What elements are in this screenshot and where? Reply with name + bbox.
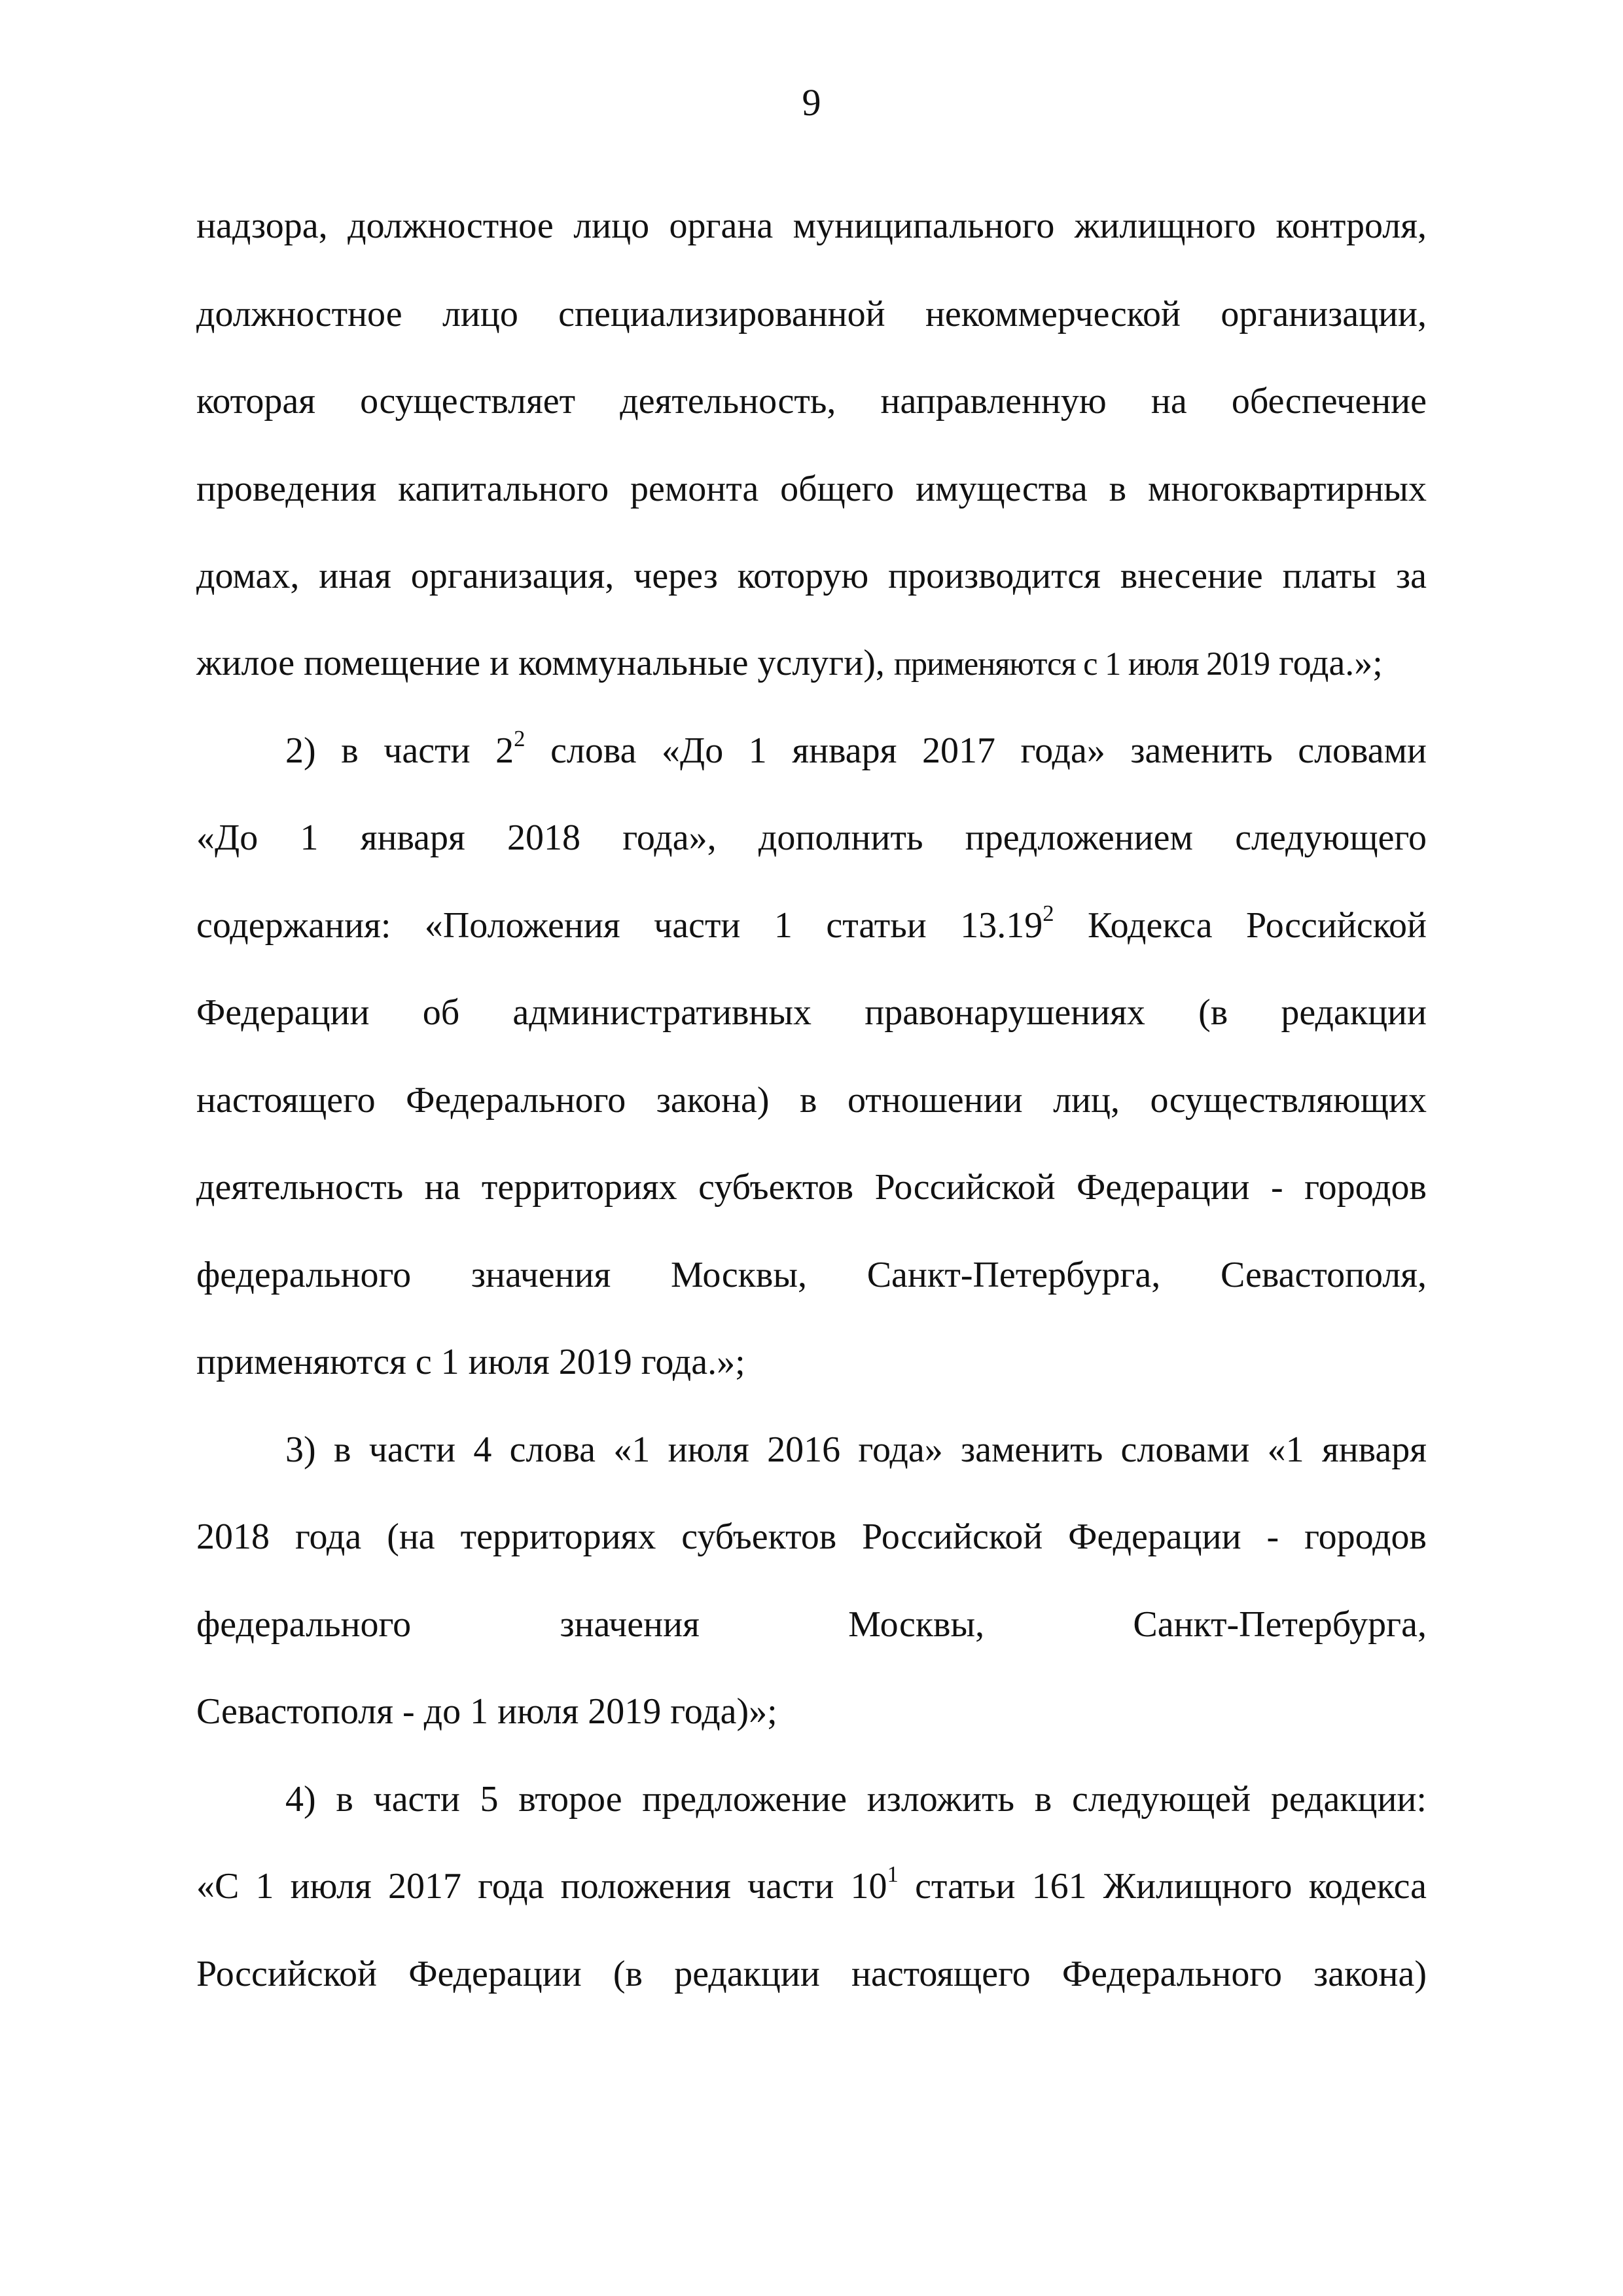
text-segment: содержания: «Положения части 1 статьи 13.19: [196, 905, 1043, 946]
text-line: Федерации об административных правонарушениях (в редакции: [196, 992, 1427, 1033]
text-segment: Кодекса Российской: [1054, 905, 1427, 946]
text-line: проведения капитального ремонта общего имущества в многоквартирных: [196, 469, 1427, 509]
text-line: Севастополя - до 1 июля 2019 года)»;: [196, 1691, 777, 1732]
text-line: 4) в части 5 второе предложение изложить в следующей редакции:: [285, 1779, 1427, 1820]
text-line: федерального значения Москвы, Санкт-Петербурга, Севастополя,: [196, 1255, 1427, 1295]
text-segment: слова «До 1 января 2017 года» заменить словами: [525, 730, 1427, 771]
text-line: 2018 года (на территориях субъектов Российской Федерации - городов: [196, 1516, 1427, 1557]
superscript: 2: [1043, 901, 1054, 927]
text-line: «До 1 января 2018 года», дополнить предложением следующего: [196, 817, 1427, 858]
text-line: Российской Федерации (в редакции настоящего Федерального закона): [196, 1954, 1427, 1994]
superscript: 1: [887, 1861, 899, 1888]
text-line: федерального значения Москвы, Санкт-Петербурга,: [196, 1604, 1427, 1645]
text-segment-condensed: применяются с 1 июля 2019: [893, 645, 1270, 682]
text-segment: статьи 161 Жилищного кодекса: [898, 1866, 1427, 1907]
text-segment: 2) в части 2: [285, 730, 514, 771]
text-line: деятельность на территориях субъектов Российской Федерации - городов: [196, 1167, 1427, 1208]
text-segment: года.»;: [1270, 643, 1383, 683]
text-line: 3) в части 4 слова «1 июля 2016 года» заменить словами «1 января: [285, 1429, 1427, 1470]
text-line: применяются с 1 июля 2019 года.»;: [196, 1342, 745, 1382]
superscript: 2: [514, 726, 526, 752]
page-number: 9: [802, 81, 821, 124]
text-segment: жилое помещение и коммунальные услуги),: [196, 643, 894, 683]
text-line: домах, иная организация, через которую производится внесение платы за: [196, 556, 1427, 596]
text-line: [196, 1863, 1427, 1909]
text-line: надзора, должностное лицо органа муниципального жилищного контроля,: [196, 206, 1427, 246]
text-line: настоящего Федерального закона) в отношении лиц, осуществляющих: [196, 1080, 1427, 1121]
text-line: должностное лицо специализированной некоммерческой организации,: [196, 294, 1427, 334]
text-line: [196, 640, 1427, 686]
text-segment: «С 1 июля 2017 года положения части 10: [196, 1866, 887, 1907]
text-line: которая осуществляет деятельность, направленную на обеспечение: [196, 381, 1427, 422]
text-line: [196, 903, 1427, 948]
text-line: [285, 728, 1427, 774]
